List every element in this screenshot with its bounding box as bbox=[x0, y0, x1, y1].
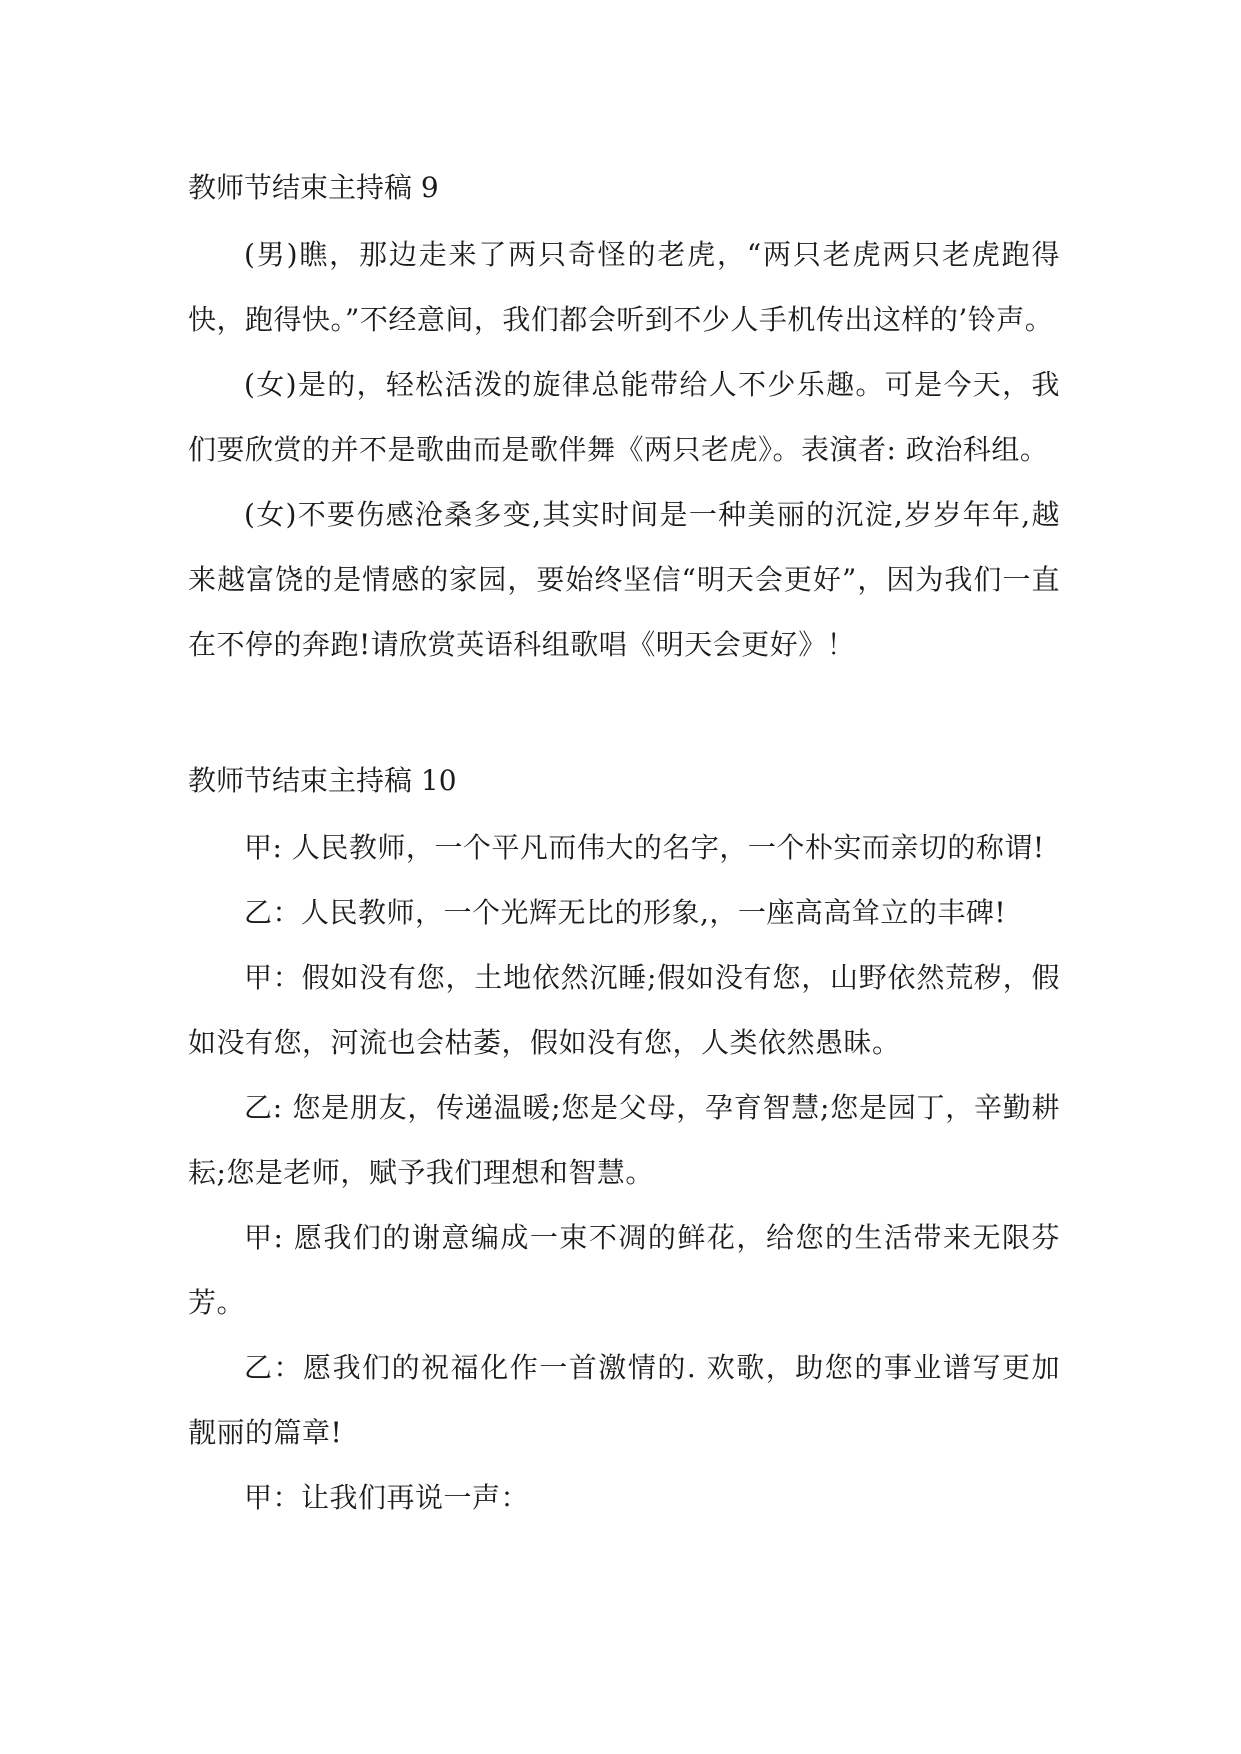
section-10 bbox=[188, 761, 1060, 1530]
paragraph: 甲: 人民教师，一个平凡而伟大的名字，一个朴实而亲切的称谓! bbox=[244, 831, 1045, 864]
paragraph: (女)不要伤感沧桑多变,其实时间是一种美丽的沉淀,岁岁年年,越来越富饶的是情感的家园，要始终坚信“明天会更好”，因为我们一直在不停的奔跑!请欣赏英语科组歌唱《明天会更好》！ bbox=[188, 498, 1060, 661]
paragraph: 甲：假如没有您，土地依然沉睡;假如没有您，山野依然荒秽，假如没有您，河流也会枯萎，假如没有您，人类依然愚昧。 bbox=[188, 961, 1060, 1059]
paragraph: 乙: 您是朋友，传递温暖;您是父母，孕育智慧;您是园丁，辛勤耕耘;您是老师，赋予我们理想和智慧。 bbox=[188, 1091, 1060, 1189]
paragraph: (女)是的，轻松活泼的旋律总能带给人不少乐趣。可是今天，我们要欣赏的并不是歌曲而是歌伴舞《两只老虎》。表演者: 政治科组。 bbox=[188, 368, 1060, 466]
paragraph: 甲：让我们再说一声： bbox=[244, 1481, 530, 1514]
paragraph: (男)瞧，那边走来了两只奇怪的老虎，“两只老虎两只老虎跑得快，跑得快。”不经意间，我们都会听到不少人手机传出这样的’铃声。 bbox=[188, 238, 1060, 336]
paragraph: 乙：人民教师，一个光辉无比的形象,，一座高高耸立的丰碑! bbox=[244, 896, 1007, 929]
section-divider-space bbox=[188, 677, 1060, 761]
paragraph: 甲: 愿我们的谢意编成一束不凋的鲜花，给您的生活带来无限芬芳。 bbox=[188, 1221, 1060, 1319]
section-title: 教师节结束主持稿 10 bbox=[188, 764, 457, 797]
section-9 bbox=[188, 168, 1060, 677]
section-title: 教师节结束主持稿 9 bbox=[188, 171, 439, 204]
document-content bbox=[188, 168, 1060, 1530]
paragraph: 乙：愿我们的祝福化作一首激情的. 欢歌，助您的事业谱写更加靓丽的篇章! bbox=[188, 1351, 1060, 1449]
